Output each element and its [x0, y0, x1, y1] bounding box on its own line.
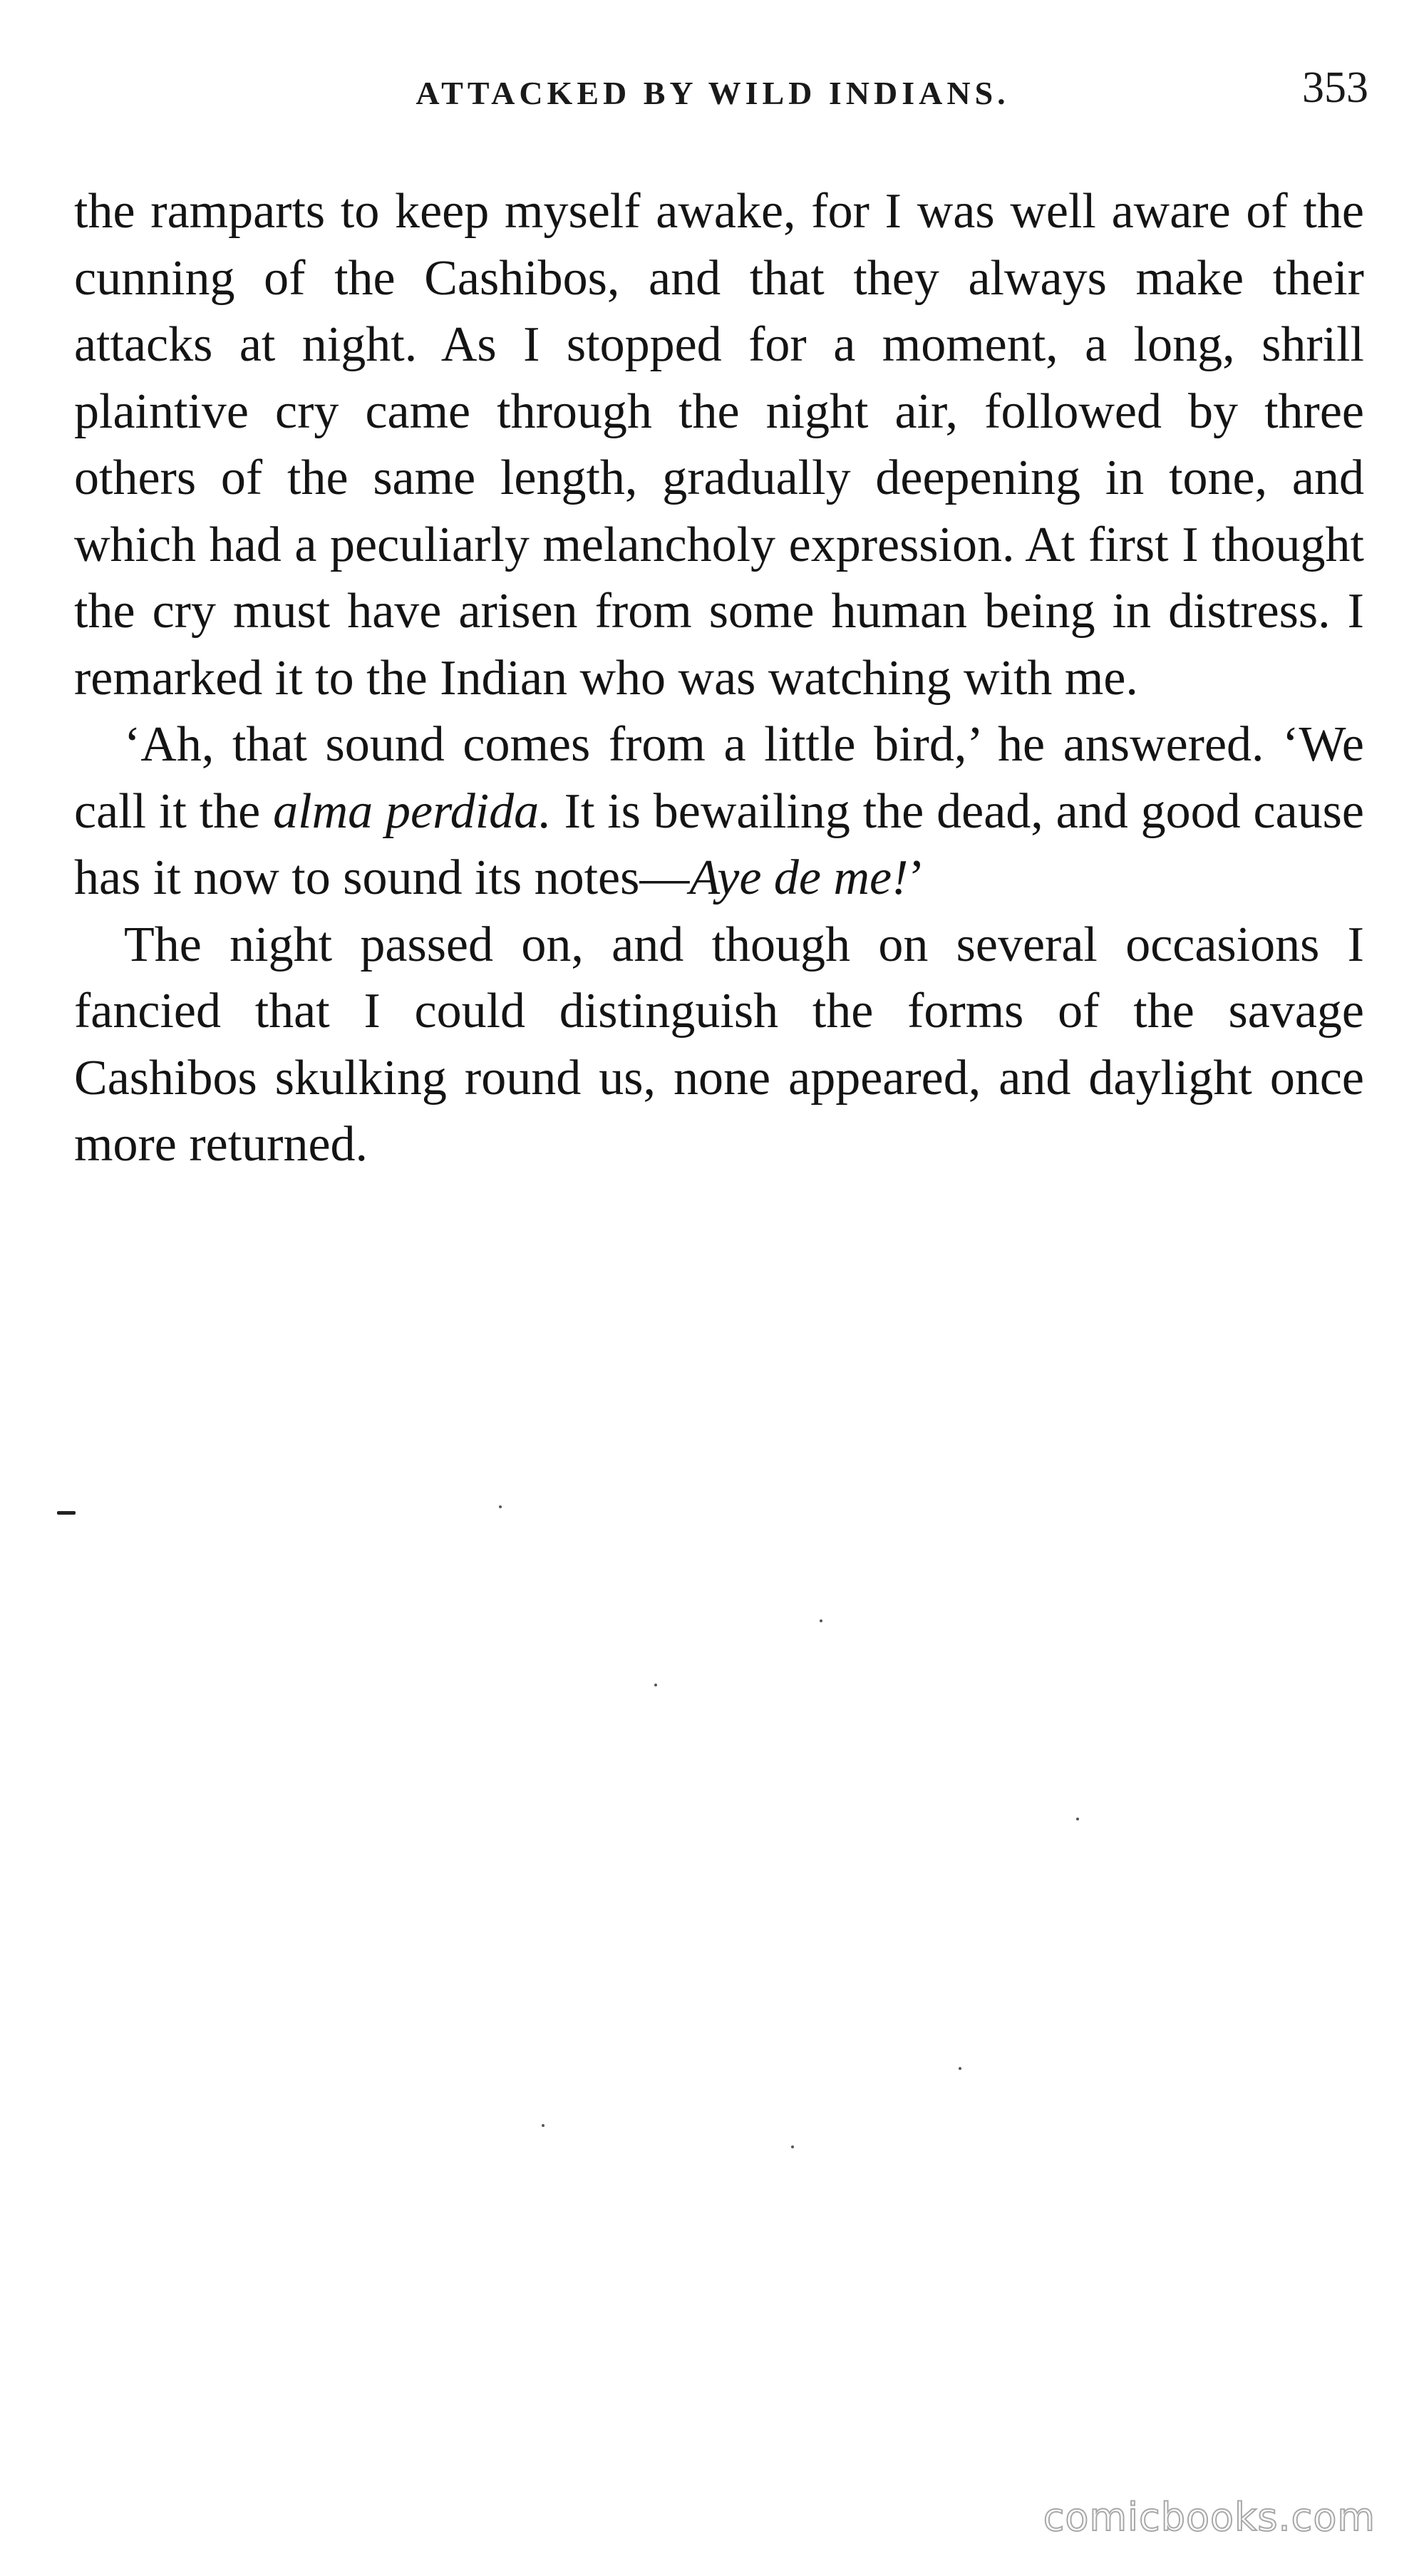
paragraph-2-text-2: It is bewailing the dead, and good cause has it now to sound its notes— — [74, 783, 1364, 905]
page-number: 353 — [1302, 63, 1368, 112]
paragraph-2-italic-2: Aye de me! — [689, 850, 909, 905]
paragraph-2-text-3: ’ — [908, 850, 925, 905]
paragraph-2-text-1: ‘Ah, that sound comes from a little bird,’ he answered. ‘We call it the — [74, 717, 1364, 839]
watermark: comicbooks.com — [1043, 2495, 1376, 2540]
print-speck — [791, 2145, 794, 2148]
paragraph-2 — [74, 711, 1364, 912]
print-speck — [959, 2067, 961, 2070]
paragraph-1: the ramparts to keep myself awake, for I was well aware of the cunning of the Cashibos, and that they always make their attacks at night. As I stopped for a moment, a long, shrill plaintive cry came through the night air, followed by three others of the same length, gradually deepening in tone, and which had a peculiarly melancholy expression. At first I thought the cry must have arisen from some human being in distress. I remarked it to the Indian who was watching with me. — [74, 184, 1364, 706]
running-head: ATTACKED BY WILD INDIANS. — [416, 75, 1010, 111]
body-text — [74, 178, 1364, 1178]
print-speck — [820, 1619, 822, 1622]
print-speck — [542, 2124, 545, 2127]
paragraph-3: The night passed on, and though on several occasions I fancied that I could distinguish the forms of the savage Cashibos skulking round us, none appeared, and daylight once more returned. — [74, 917, 1364, 1172]
print-dash-mark — [57, 1511, 76, 1515]
print-speck — [499, 1505, 502, 1508]
print-speck — [1076, 1818, 1079, 1820]
paragraph-2-italic-1: alma perdida. — [273, 783, 552, 839]
print-speck — [654, 1684, 657, 1686]
